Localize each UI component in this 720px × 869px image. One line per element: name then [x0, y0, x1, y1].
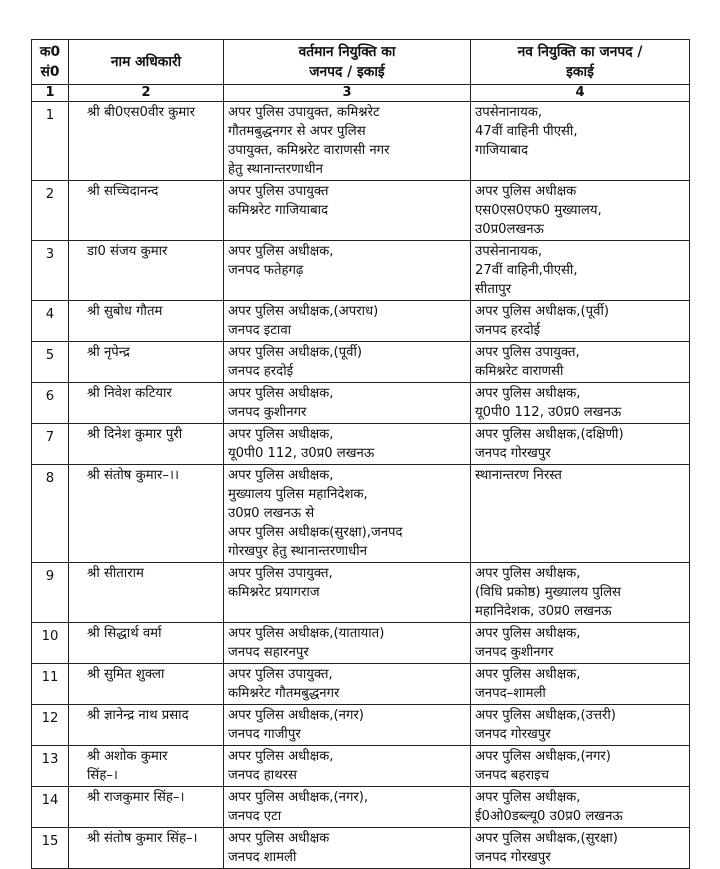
current-posting-line: जनपद गाजीपुर — [228, 727, 301, 742]
current-posting — [224, 563, 471, 623]
current-posting-line: जनपद हाथरस — [228, 768, 297, 783]
officer-name-line: श्री सच्चिदानन्द — [87, 184, 159, 199]
table-row — [32, 828, 690, 869]
officer-name — [69, 465, 224, 563]
column-number: 4 — [471, 85, 690, 102]
new-posting — [471, 465, 690, 563]
officer-name-line: श्री निवेश कटियार — [87, 386, 172, 401]
current-posting-line: अपर पुलिस उपायुक्त, कमिश्नरेट — [228, 105, 380, 120]
new-posting-line: जनपद गोरखपुर — [475, 727, 551, 742]
new-posting-line: उपसेनानायक, — [475, 244, 543, 259]
header-officer-name — [69, 40, 224, 85]
table-row — [32, 102, 690, 181]
table-row — [32, 424, 690, 465]
serial-number: 7 — [32, 424, 69, 465]
current-posting-line: उ0प्र0 लखनऊ से — [228, 506, 315, 521]
current-posting — [224, 623, 471, 664]
new-posting-line: ई0ओ0डब्ल्यू0 उ0प्र0 लखनऊ — [475, 809, 623, 824]
current-posting-line: जनपद फतेहगढ़ — [228, 263, 304, 278]
current-posting-line: अपर पुलिस अधीक्षक,(नगर), — [228, 790, 369, 805]
officer-name-line: श्री अशोक कुमार — [87, 749, 168, 764]
header-sno-line: क0 — [39, 44, 61, 60]
new-posting — [471, 563, 690, 623]
transfer-table — [31, 39, 690, 869]
header-new-posting — [471, 40, 690, 85]
current-posting — [224, 342, 471, 383]
current-posting-line: अपर पुलिस उपायुक्त — [228, 184, 329, 199]
current-posting-line: गोरखपुर हेतु स्थानान्तरणाधीन — [228, 544, 368, 559]
new-posting-line: यू0पी0 112, उ0प्र0 लखनऊ — [475, 405, 622, 420]
officer-name — [69, 664, 224, 705]
current-posting-line: अपर पुलिस अधीक्षक(सुरक्षा),जनपद — [228, 525, 403, 540]
table-row — [32, 787, 690, 828]
current-posting-line: अपर पुलिस अधीक्षक,(पूर्वी) — [228, 345, 363, 360]
new-posting-line: कमिश्नरेट वाराणसी — [475, 364, 564, 379]
column-number: 1 — [32, 85, 69, 102]
current-posting — [224, 181, 471, 241]
table-row — [32, 181, 690, 241]
column-number: 3 — [224, 85, 471, 102]
officer-name-line: श्री ज्ञानेन्द्र नाथ प्रसाद — [87, 708, 189, 723]
table-row — [32, 664, 690, 705]
officer-name-line: श्री सीताराम — [87, 566, 144, 581]
header-current-posting — [224, 40, 471, 85]
serial-number: 2 — [32, 181, 69, 241]
current-posting-line: कमिश्नरेट प्रयागराज — [228, 585, 320, 600]
table-row — [32, 563, 690, 623]
current-posting-line: उपायुक्त, कमिश्नरेट वाराणसी नगर — [228, 143, 390, 158]
officer-name — [69, 424, 224, 465]
officer-name-line: श्री सुमित शुक्ला — [87, 667, 165, 682]
current-posting-line: अपर पुलिस अधीक्षक,(नगर) — [228, 708, 364, 723]
serial-number: 9 — [32, 563, 69, 623]
new-posting — [471, 301, 690, 342]
current-posting-line: अपर पुलिस अधीक्षक — [228, 831, 330, 846]
header-row — [32, 40, 690, 85]
header-current-line: जनपद / इकाई — [309, 64, 385, 80]
current-posting-line: अपर पुलिस अधीक्षक, — [228, 468, 334, 483]
current-posting-line: गौतमबुद्धनगर से अपर पुलिस — [228, 124, 366, 139]
new-posting — [471, 787, 690, 828]
current-posting-line: अपर पुलिस अधीक्षक, — [228, 427, 334, 442]
header-sno-line: सं0 — [40, 64, 60, 80]
new-posting — [471, 623, 690, 664]
current-posting — [224, 465, 471, 563]
new-posting-line: अपर पुलिस अधीक्षक — [475, 184, 577, 199]
new-posting-line: अपर पुलिस अधीक्षक, — [475, 386, 581, 401]
table-row — [32, 241, 690, 301]
serial-number: 11 — [32, 664, 69, 705]
table-row — [32, 465, 690, 563]
new-posting-line: जनपद–शामली — [475, 686, 546, 701]
current-posting — [224, 787, 471, 828]
current-posting-line: कमिश्नरेट गौतमबुद्धनगर — [228, 686, 340, 701]
current-posting — [224, 705, 471, 746]
table-row — [32, 342, 690, 383]
officer-name-line: श्री सुबोध गौतम — [87, 304, 163, 319]
current-posting-line: अपर पुलिस अधीक्षक, — [228, 749, 334, 764]
officer-name — [69, 102, 224, 181]
new-posting — [471, 102, 690, 181]
new-posting — [471, 181, 690, 241]
serial-number: 13 — [32, 746, 69, 787]
current-posting — [224, 383, 471, 424]
new-posting — [471, 342, 690, 383]
new-posting-line: 27वीं वाहिनी,पीएसी, — [475, 263, 578, 278]
new-posting — [471, 664, 690, 705]
officer-name — [69, 181, 224, 241]
current-posting — [224, 746, 471, 787]
officer-name-line: श्री राजकुमार सिंह–। — [87, 790, 185, 805]
header-sno — [32, 40, 69, 85]
serial-number: 3 — [32, 241, 69, 301]
current-posting-line: अपर पुलिस अधीक्षक, — [228, 386, 334, 401]
new-posting-line: स्थानान्तरण निरस्त — [475, 468, 562, 483]
current-posting-line: जनपद इटावा — [228, 323, 292, 338]
officer-name — [69, 383, 224, 424]
new-posting-line: जनपद हरदोई — [475, 323, 541, 338]
column-number-row — [32, 85, 690, 102]
new-posting-line: अपर पुलिस अधीक्षक,(दक्षिणी) — [475, 427, 624, 442]
table-row — [32, 705, 690, 746]
new-posting-line: जनपद कुशीनगर — [475, 645, 554, 660]
current-posting-line: हेतु स्थानान्तरणाधीन — [228, 162, 323, 177]
current-posting-line: कमिश्नरेट गाजियाबाद — [228, 203, 329, 218]
new-posting-line: अपर पुलिस उपायुक्त, — [475, 345, 580, 360]
current-posting-line: जनपद हरदोई — [228, 364, 294, 379]
serial-number: 4 — [32, 301, 69, 342]
header-new-line: इकाई — [566, 64, 594, 80]
officer-name — [69, 705, 224, 746]
new-posting-line: गाजियाबाद — [475, 143, 529, 158]
current-posting — [224, 102, 471, 181]
officer-name-line: डा0 संजय कुमार — [87, 244, 168, 259]
new-posting-line: (विधि प्रकोष्ठ) मुख्यालय पुलिस — [475, 585, 621, 600]
new-posting — [471, 383, 690, 424]
new-posting-line: अपर पुलिस अधीक्षक,(पूर्वी) — [475, 304, 610, 319]
current-posting — [224, 241, 471, 301]
new-posting-line: अपर पुलिस अधीक्षक, — [475, 667, 581, 682]
current-posting — [224, 664, 471, 705]
new-posting-line: अपर पुलिस अधीक्षक,(उत्तरी) — [475, 708, 616, 723]
current-posting-line: जनपद शामली — [228, 850, 297, 865]
officer-name-line: श्री संतोष कुमार–।। — [87, 468, 180, 483]
new-posting-line: सीतापुर — [475, 282, 512, 297]
serial-number: 1 — [32, 102, 69, 181]
current-posting-line: अपर पुलिस उपायुक्त, — [228, 667, 333, 682]
header-name-line: नाम अधिकारी — [110, 54, 182, 70]
officer-name-line: श्री दिनेश कुमार पुरी — [87, 427, 183, 442]
officer-name — [69, 342, 224, 383]
current-posting — [224, 828, 471, 869]
serial-number: 10 — [32, 623, 69, 664]
current-posting-line: अपर पुलिस उपायुक्त, — [228, 566, 333, 581]
new-posting-line: 47वीं वाहिनी पीएसी, — [475, 124, 578, 139]
column-number: 2 — [69, 85, 224, 102]
current-posting-line: यू0पी0 112, उ0प्र0 लखनऊ — [228, 446, 375, 461]
current-posting-line: मुख्यालय पुलिस महानिदेशक, — [228, 487, 368, 502]
serial-number: 15 — [32, 828, 69, 869]
new-posting-line: उपसेनानायक, — [475, 105, 543, 120]
new-posting — [471, 746, 690, 787]
table-row — [32, 746, 690, 787]
officer-name-line: श्री बी0एस0वीर कुमार — [87, 105, 196, 120]
table-row — [32, 623, 690, 664]
current-posting — [224, 301, 471, 342]
new-posting-line: अपर पुलिस अधीक्षक,(सुरक्षा) — [475, 831, 618, 846]
officer-name-line: श्री संतोष कुमार सिंह–। — [87, 831, 198, 846]
new-posting — [471, 241, 690, 301]
current-posting-line: जनपद एटा — [228, 809, 282, 824]
new-posting-line: अपर पुलिस अधीक्षक, — [475, 566, 581, 581]
current-posting-line: जनपद सहारनपुर — [228, 645, 309, 660]
new-posting-line: अपर पुलिस अधीक्षक,(नगर) — [475, 749, 611, 764]
officer-name — [69, 623, 224, 664]
officer-name-line: श्री सिद्धार्थ वर्मा — [87, 626, 162, 641]
new-posting-line: अपर पुलिस अधीक्षक, — [475, 626, 581, 641]
new-posting — [471, 424, 690, 465]
current-posting-line: अपर पुलिस अधीक्षक, — [228, 244, 334, 259]
officer-name — [69, 787, 224, 828]
current-posting-line: अपर पुलिस अधीक्षक,(यातायात) — [228, 626, 385, 641]
officer-name-line: श्री नृपेन्द्र — [87, 345, 130, 360]
current-posting-line: जनपद कुशीनगर — [228, 405, 307, 420]
transfer-order-document — [31, 39, 685, 869]
table-row — [32, 383, 690, 424]
new-posting-line: जनपद गोरखपुर — [475, 850, 551, 865]
officer-name — [69, 241, 224, 301]
officer-name — [69, 563, 224, 623]
new-posting — [471, 828, 690, 869]
serial-number: 12 — [32, 705, 69, 746]
header-new-line: नव नियुक्ति का जनपद / — [517, 44, 643, 60]
current-posting-line: अपर पुलिस अधीक्षक,(अपराध) — [228, 304, 379, 319]
serial-number: 5 — [32, 342, 69, 383]
table-row — [32, 301, 690, 342]
officer-name-line: सिंह–। — [87, 768, 118, 783]
serial-number: 6 — [32, 383, 69, 424]
header-current-line: वर्तमान नियुक्ति का — [298, 44, 396, 60]
new-posting-line: जनपद बहराइच — [475, 768, 549, 783]
new-posting-line: महानिदेशक, उ0प्र0 लखनऊ — [475, 604, 612, 619]
officer-name — [69, 301, 224, 342]
officer-name — [69, 746, 224, 787]
officer-name — [69, 828, 224, 869]
serial-number: 8 — [32, 465, 69, 563]
new-posting-line: एस0एस0एफ0 मुख्यालय, — [475, 203, 602, 218]
new-posting-line: जनपद गोरखपुर — [475, 446, 551, 461]
current-posting — [224, 424, 471, 465]
new-posting-line: उ0प्र0लखनऊ — [475, 222, 544, 237]
new-posting — [471, 705, 690, 746]
serial-number: 14 — [32, 787, 69, 828]
new-posting-line: अपर पुलिस अधीक्षक, — [475, 790, 581, 805]
